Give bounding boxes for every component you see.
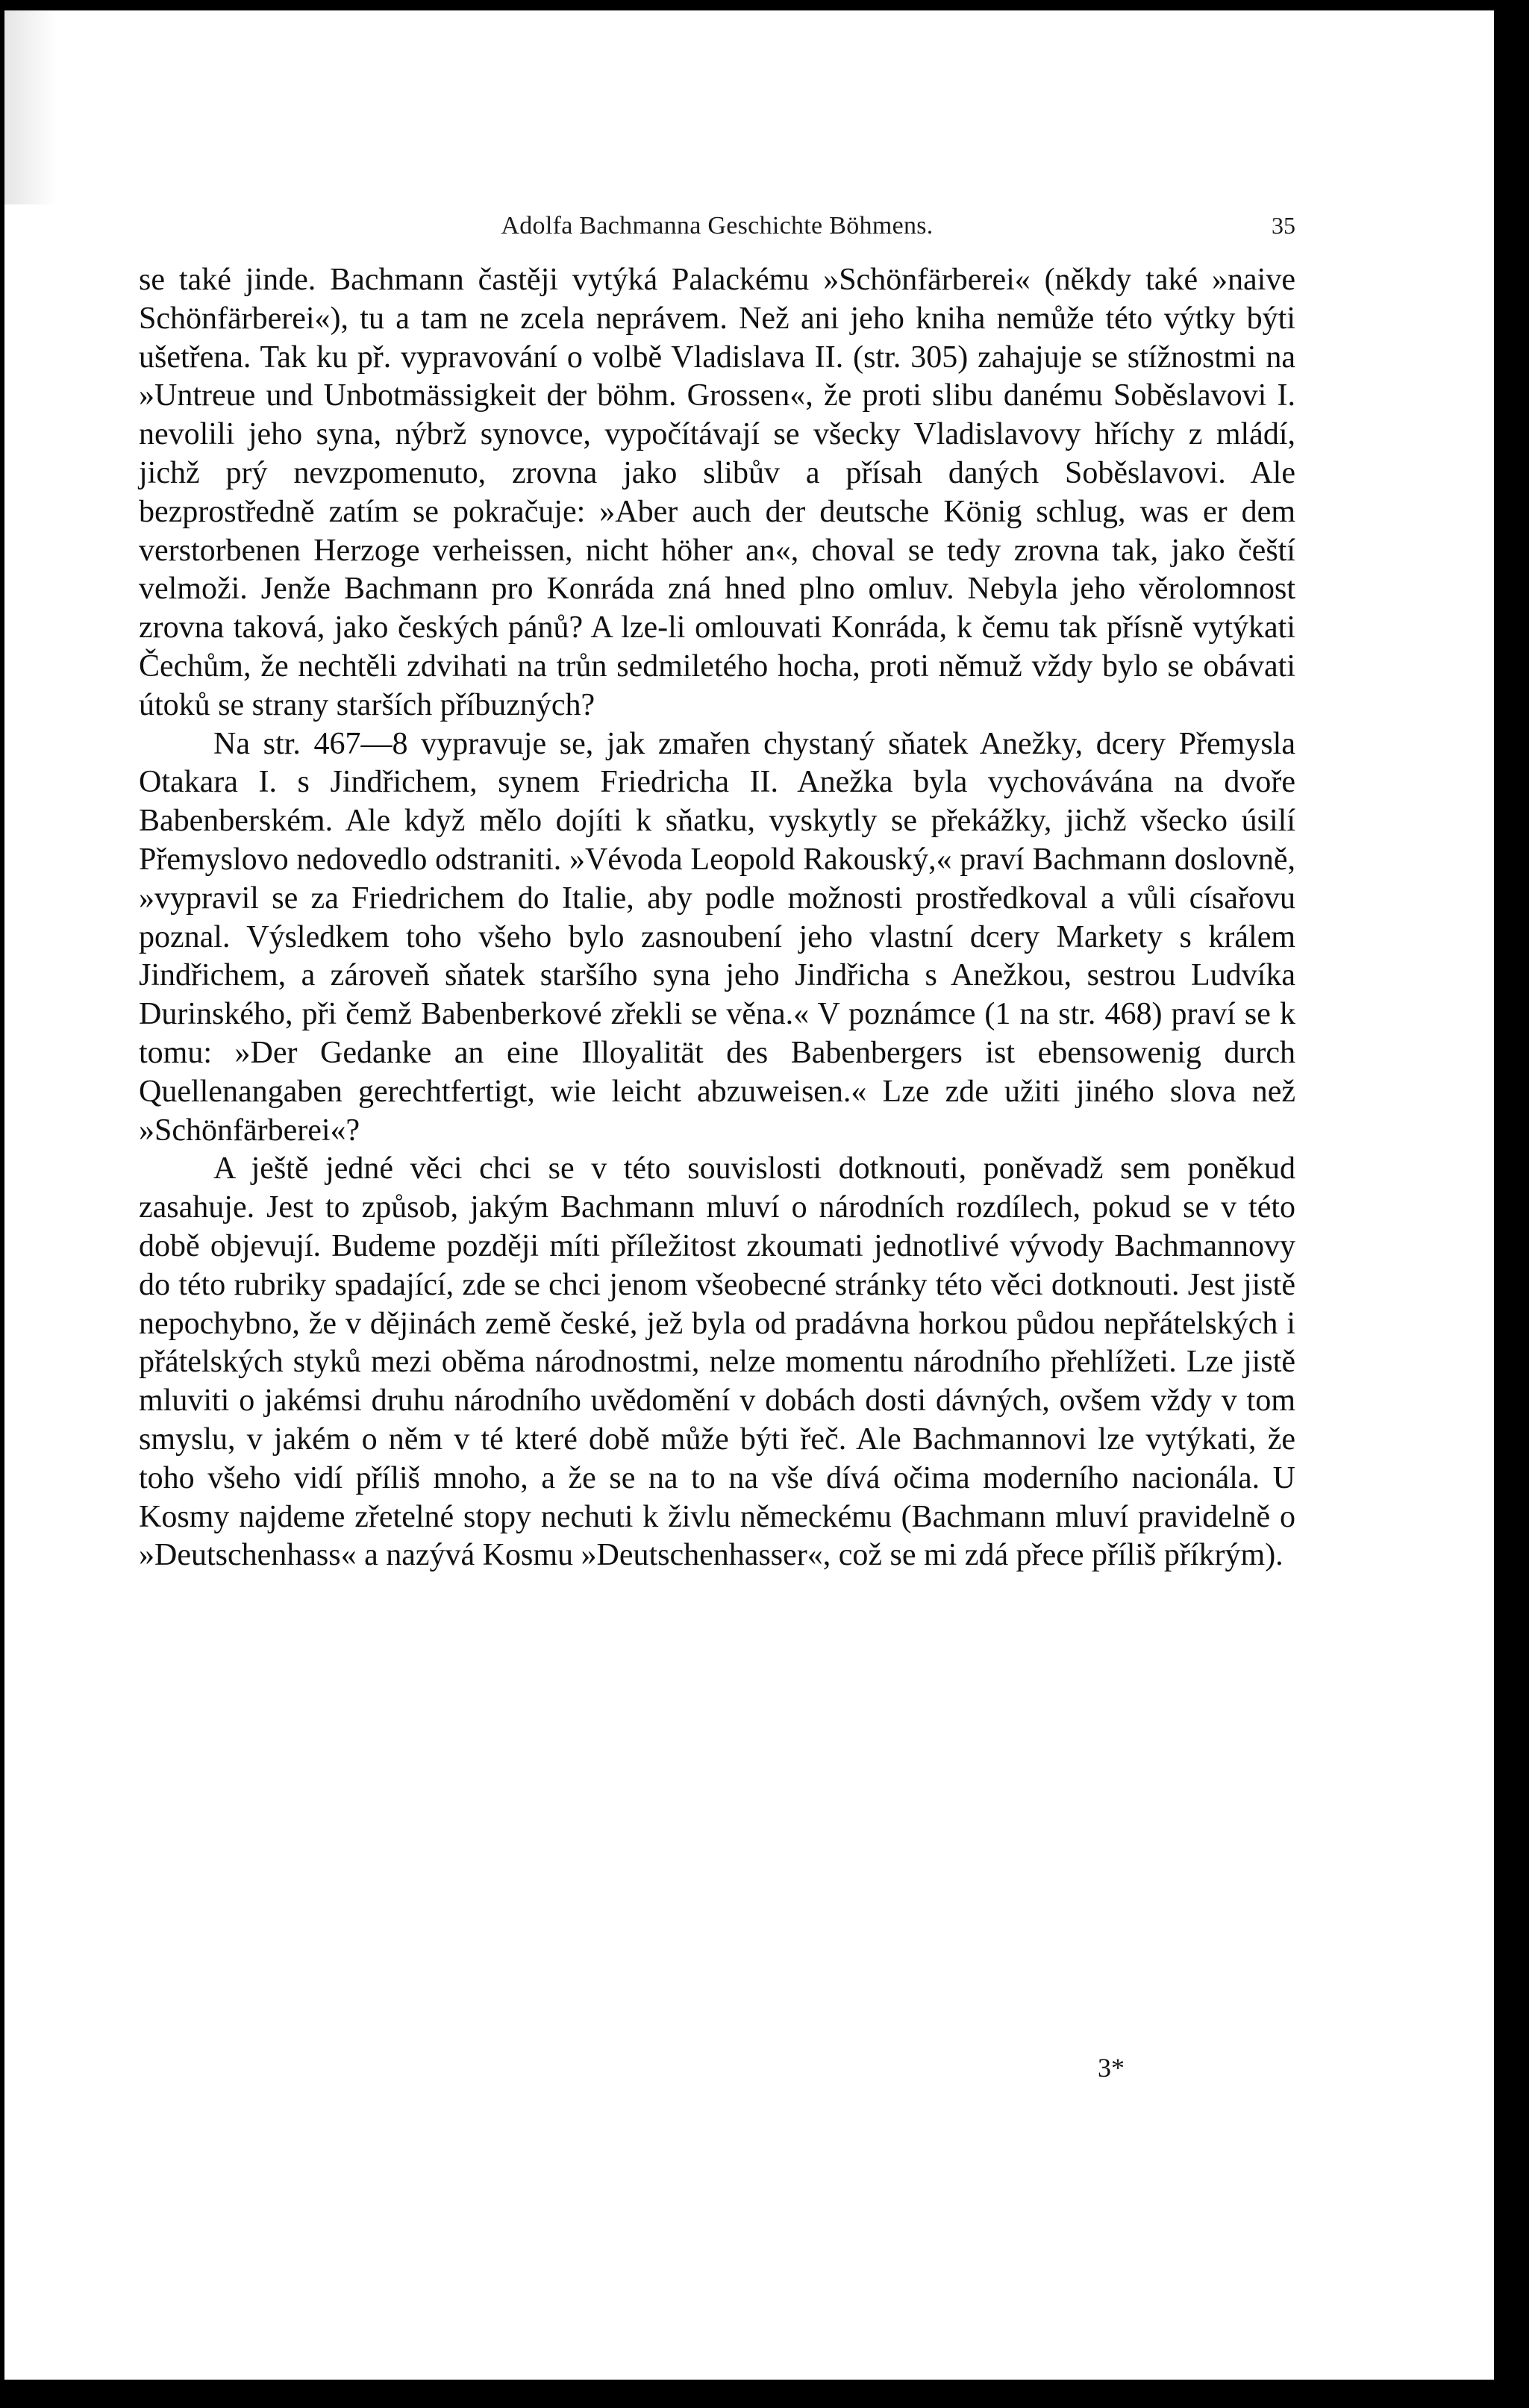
- signature-mark: 3*: [1098, 2053, 1125, 2083]
- page-header: [139, 212, 1295, 249]
- page-number: 35: [1272, 212, 1295, 239]
- paragraph-3: A ještě jedné věci chci se v této souvislosti dotknouti, poněvadž sem poněkud zasahuje. Jest to způsob, jakým Bachmann mluví o národních rozdílech, pokud se v této době objevují. Budeme později míti příležitost zkoumati jednotlivé vývody Bachmannovy do této rubriky spadající, zde se chci jenom všeobecné stránky této věci dotknouti. Jest jistě nepochybno, že v dějinách země české, jež byla od pradávna horkou půdou nepřátelských i přátelských styků mezi oběma národnostmi, nelze momentu národního přehlížeti. Lze jistě mluviti o jakémsi druhu národního uvědomění v dobách dosti dávných, ovšem vždy v tom smyslu, v jakém o něm v té které době může býti řeč. Ale Bachmannovi lze vytýkati, že toho všeho vidí příliš mnoho, a že se na to na vše dívá očima moderního nacionála. U Kosmy najdeme zřetelné stopy nechuti k živlu německému (Bachmann mluví pravidelně o »Deutschenhass« a nazývá Kosmu »Deutschenhasser«, což se mi zdá přece příliš příkrým).: [139, 1151, 1295, 1573]
- running-title: Adolfa Bachmanna Geschichte Böhmens.: [501, 212, 934, 240]
- body-text: [139, 261, 1295, 1575]
- paragraph-1: se také jinde. Bachmann častěji vytýká Palackému »Schönfärberei« (někdy také »naive Schönfärberei«), tu a tam ne zcela neprávem. Než ani jeho kniha nemůže této výtky býti ušetřena. Tak ku př. vypravování o volbě Vladislava II. (str. 305) zahajuje se stížnostmi na »Untreue und Unbotmässigkeit der böhm. Grossen«, že proti slibu danému Soběslavovi I. nevolili jeho syna, nýbrž synovce, vypočítávají se všecky Vladislavovy hříchy z mládí, jichž prý nevzpomenuto, zrovna jako slibův a přísah daných Soběslavovi. Ale bezprostředně zatím se pokračuje: »Aber auch der deutsche König schlug, was er dem verstorbenen Herzoge verheissen, nicht höher an«, choval se tedy zrovna tak, jako čeští velmoži. Jenže Bachmann pro Konráda zná hned plno omluv. Nebyla jeho věrolomnost zrovna taková, jako českých pánů? A lze-li omlouvati Konráda, k čemu tak přísně vytýkati Čechům, že nechtěli zdvihati na trůn sedmiletého hocha, proti němuž vždy bylo se obávati útoků se strany starších příbuzných?: [139, 263, 1295, 722]
- book-page: [4, 10, 1494, 2380]
- paragraph-2: Na str. 467—8 vypravuje se, jak zmařen chystaný sňatek Anežky, dcery Přemysla Otakara I. s Jindřichem, synem Friedricha II. Anežka byla vychovávána na dvoře Babenberském. Ale když mělo dojíti k sňatku, vyskytly se překážky, jichž všecko úsilí Přemyslovo nedovedlo odstraniti. »Vévoda Leopold Rakouský,« praví Bachmann doslovně, »vypravil se za Friedrichem do Italie, aby podle možnosti prostředkoval a vůli císařovu poznal. Výsledkem toho všeho bylo zasnoubení jeho vlastní dcery Markety s králem Jindřichem, a zároveň sňatek staršího syna jeho Jindřicha s Anežkou, sestrou Ludvíka Durinského, při čemž Babenberkové zřekli se věna.« V poznámce (1 na str. 468) praví se k tomu: »Der Gedanke an eine Illoyalität des Babenbergers ist ebensowenig durch Quellenangaben gerechtfertigt, wie leicht abzuweisen.« Lze zde užiti jiného slova než »Schönfärberei«?: [139, 726, 1295, 1148]
